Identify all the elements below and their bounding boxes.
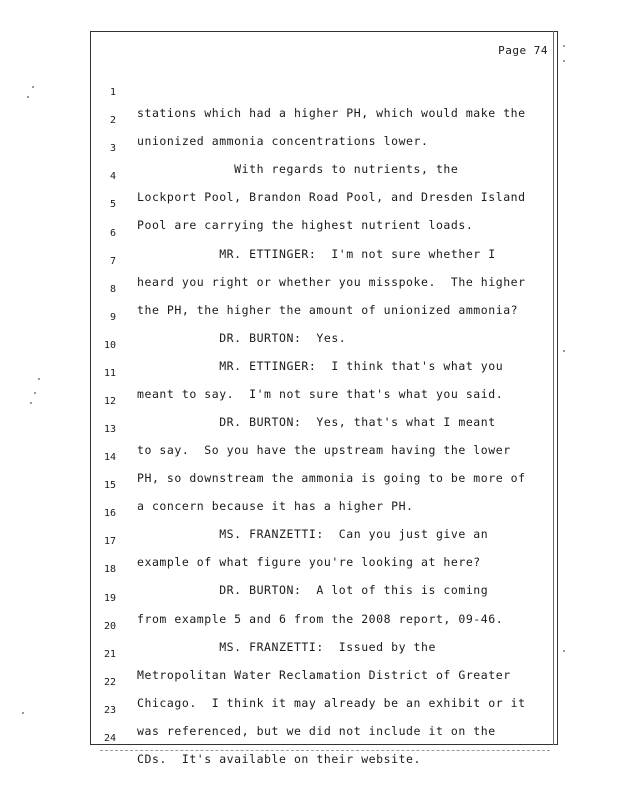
- scan-speck: [30, 402, 32, 404]
- line-text: MS. FRANZETTI: Issued by the: [137, 640, 436, 654]
- line-text: PH, so downstream the ammonia is going to be more of: [137, 471, 526, 485]
- line-number: 6: [109, 228, 116, 239]
- line-number: 12: [103, 396, 116, 407]
- line-text: DR. BURTON: A lot of this is coming: [137, 583, 489, 597]
- scan-speck: [22, 712, 24, 714]
- line-text: a concern because it has a higher PH.: [137, 499, 414, 513]
- line-number: 16: [103, 508, 116, 519]
- line-text: to say. So you have the upstream having the lower: [137, 443, 511, 457]
- line-text: heard you right or whether you misspoke. The higher: [137, 275, 526, 289]
- line-text: was referenced, but we did not include it on the: [137, 724, 496, 738]
- line-text: Lockport Pool, Brandon Road Pool, and Dresden Island: [137, 190, 526, 204]
- line-number: 24: [103, 733, 116, 744]
- line-text: MR. ETTINGER: I think that's what you: [137, 359, 504, 373]
- line-number: 11: [103, 368, 116, 379]
- line-number: 21: [103, 649, 116, 660]
- page-number: Page 74: [498, 44, 548, 57]
- line-text: unionized ammonia concentrations lower.: [137, 134, 429, 148]
- line-text: MS. FRANZETTI: Can you just give an: [137, 527, 489, 541]
- line-number: 15: [103, 480, 116, 491]
- line-text: stations which had a higher PH, which would make the: [137, 106, 526, 120]
- line-text: DR. BURTON: Yes, that's what I meant: [137, 415, 496, 429]
- line-number: 22: [103, 677, 116, 688]
- line-number: 17: [103, 536, 116, 547]
- line-number: 8: [109, 284, 116, 295]
- line-text: from example 5 and 6 from the 2008 report, 09-46.: [137, 612, 504, 626]
- line-text: Chicago. I think it may already be an exhibit or it: [137, 696, 526, 710]
- transcript-line: [0, 63, 618, 120]
- scan-speck: [563, 650, 565, 652]
- line-number: 2: [109, 115, 116, 126]
- line-number: 14: [103, 452, 116, 463]
- scan-speck: [27, 96, 29, 98]
- line-number: 13: [103, 424, 116, 435]
- line-number: 20: [103, 621, 116, 632]
- line-number: 3: [109, 143, 116, 154]
- line-text: Pool are carrying the highest nutrient loads.: [137, 218, 474, 232]
- scan-speck: [38, 378, 40, 380]
- line-text: With regards to nutrients, the: [137, 162, 459, 176]
- line-text: Metropolitan Water Reclamation District of Greater: [137, 668, 511, 682]
- scan-speck: [34, 392, 36, 394]
- line-number: 7: [109, 256, 116, 267]
- line-text: DR. BURTON: Yes.: [137, 331, 347, 345]
- bottom-scan-line: [100, 750, 550, 752]
- line-number: 5: [109, 199, 116, 210]
- line-text: the PH, the higher the amount of unionized ammonia?: [137, 303, 519, 317]
- line-number: 1: [109, 87, 116, 98]
- line-number: 10: [103, 340, 116, 351]
- line-text: meant to say. I'm not sure that's what you said.: [137, 387, 504, 401]
- line-number: 19: [103, 593, 116, 604]
- line-number: 23: [103, 705, 116, 716]
- scan-speck: [32, 86, 34, 88]
- line-text: MR. ETTINGER: I'm not sure whether I: [137, 247, 496, 261]
- scan-speck: [563, 350, 565, 352]
- line-number: 9: [109, 312, 116, 323]
- line-number: 18: [103, 564, 116, 575]
- line-text: example of what figure you're looking at here?: [137, 555, 481, 569]
- line-text: CDs. It's available on their website.: [137, 752, 421, 766]
- line-number: 4: [109, 171, 116, 182]
- scan-speck: [563, 60, 565, 62]
- scan-speck: [563, 45, 565, 47]
